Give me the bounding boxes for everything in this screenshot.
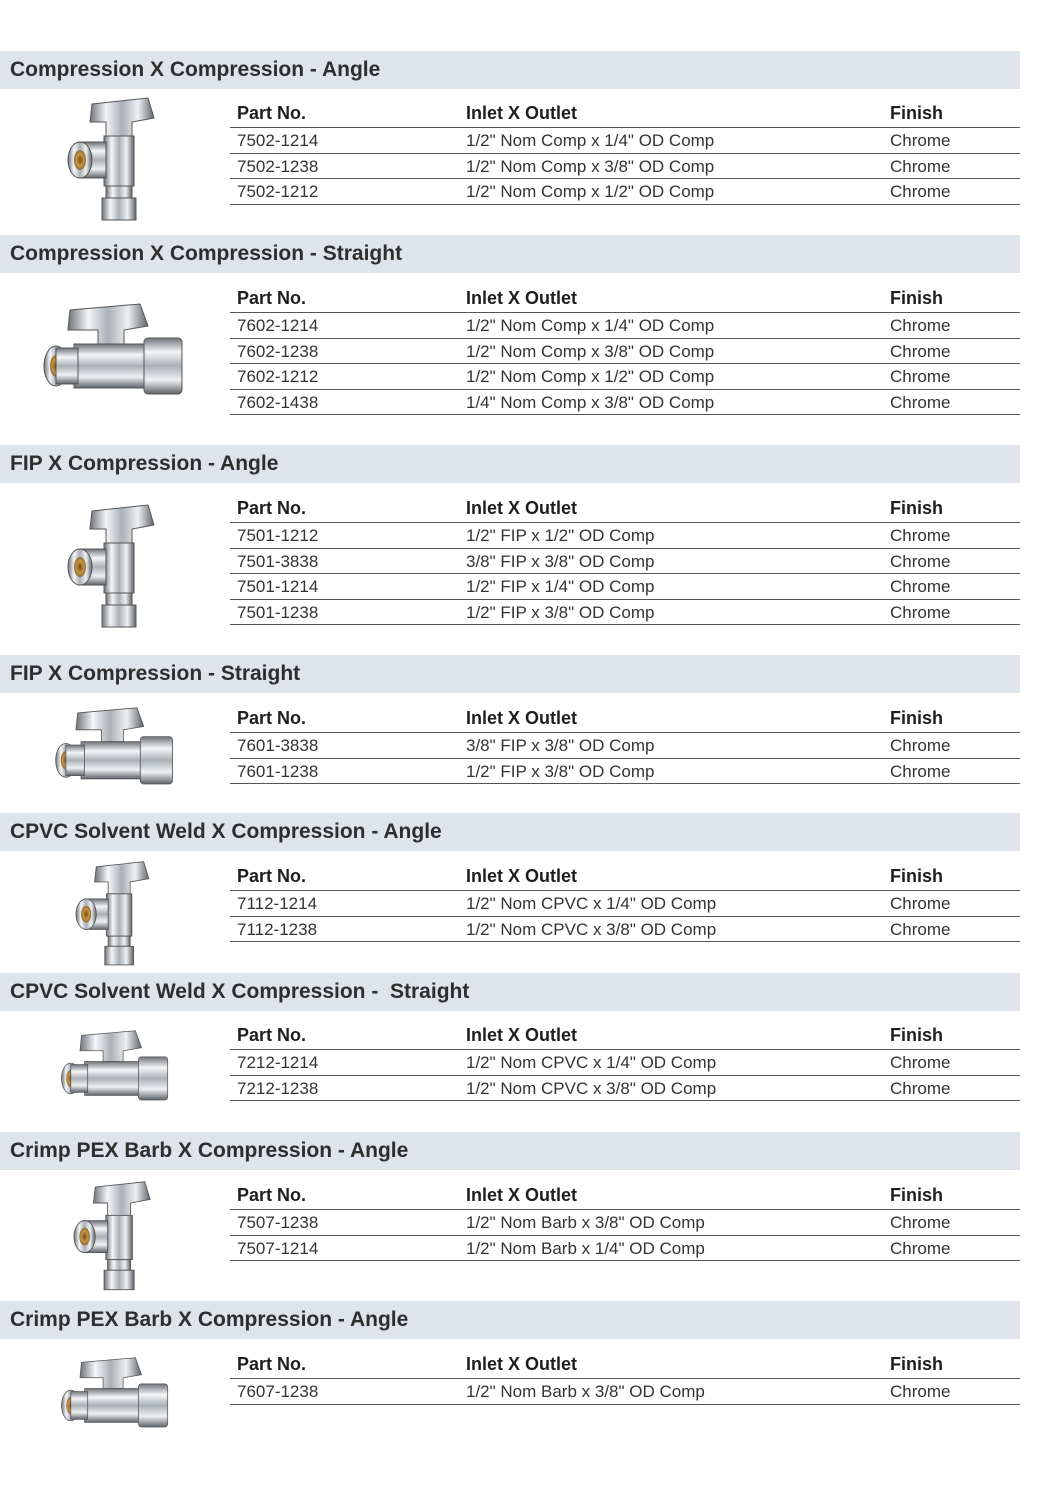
table-header: Part No. Inlet X Outlet Finish xyxy=(230,700,1020,733)
parts-table xyxy=(230,1177,1020,1261)
table-row: 7112-1214 1/2" Nom CPVC x 1/4" OD Comp Chrome xyxy=(230,891,1020,917)
table-row: 7602-1214 1/2" Nom Comp x 1/4" OD Comp Chrome xyxy=(230,313,1020,339)
table-header: Part No. Inlet X Outlet Finish xyxy=(230,858,1020,891)
table-row: 7602-1212 1/2" Nom Comp x 1/2" OD Comp Chrome xyxy=(230,364,1020,390)
parts-table xyxy=(230,1017,1020,1101)
table-row: 7501-3838 3/8" FIP x 3/8" OD Comp Chrome xyxy=(230,549,1020,575)
straight-valve-image xyxy=(40,1020,200,1120)
section-header xyxy=(0,973,1020,1011)
table-row: 7501-1212 1/2" FIP x 1/2" OD Comp Chrome xyxy=(230,523,1020,549)
section-header xyxy=(0,235,1020,273)
section-header xyxy=(0,1132,1020,1170)
table-row: 7507-1238 1/2" Nom Barb x 3/8" OD Comp Chrome xyxy=(230,1210,1020,1236)
table-row: 7112-1238 1/2" Nom CPVC x 3/8" OD Comp Chrome xyxy=(230,917,1020,943)
table-header: Part No. Inlet X Outlet Finish xyxy=(230,490,1020,523)
table-row: 7501-1214 1/2" FIP x 1/4" OD Comp Chrome xyxy=(230,574,1020,600)
table-row: 7212-1214 1/2" Nom CPVC x 1/4" OD Comp Chrome xyxy=(230,1050,1020,1076)
table-row: 7502-1214 1/2" Nom Comp x 1/4" OD Comp Chrome xyxy=(230,128,1020,154)
straight-valve-image xyxy=(40,1347,200,1447)
table-row: 7602-1238 1/2" Nom Comp x 3/8" OD Comp Chrome xyxy=(230,339,1020,365)
section-title: Compression X Compression - Straight xyxy=(10,242,403,265)
table-header: Part No. Inlet X Outlet Finish xyxy=(230,95,1020,128)
parts-table xyxy=(230,700,1020,784)
section-title: Compression X Compression - Angle xyxy=(10,58,381,81)
table-row: 7601-1238 1/2" FIP x 3/8" OD Comp Chrome xyxy=(230,759,1020,785)
section-header xyxy=(0,655,1020,693)
section-header xyxy=(0,813,1020,851)
section-title: Crimp PEX Barb X Compression - Angle xyxy=(10,1308,409,1331)
angle-valve-image xyxy=(40,860,200,970)
angle-valve-image xyxy=(40,503,200,633)
parts-table xyxy=(230,858,1020,942)
section-title: CPVC Solvent Weld X Compression - Angle xyxy=(10,820,442,843)
angle-valve-image xyxy=(40,1180,200,1295)
table-header: Part No. Inlet X Outlet Finish xyxy=(230,280,1020,313)
table-row: 7601-3838 3/8" FIP x 3/8" OD Comp Chrome xyxy=(230,733,1020,759)
straight-valve-image xyxy=(40,696,200,806)
section-header xyxy=(0,51,1020,89)
table-row: 7502-1212 1/2" Nom Comp x 1/2" OD Comp Chrome xyxy=(230,179,1020,205)
section-title: Crimp PEX Barb X Compression - Angle xyxy=(10,1139,409,1162)
parts-table xyxy=(230,490,1020,625)
table-row: 7507-1214 1/2" Nom Barb x 1/4" OD Comp Chrome xyxy=(230,1236,1020,1262)
parts-table xyxy=(230,95,1020,205)
section-title: FIP X Compression - Angle xyxy=(10,452,279,475)
angle-valve-image xyxy=(40,96,200,226)
section-header xyxy=(0,1301,1020,1339)
straight-valve-image xyxy=(40,290,200,420)
table-row: 7607-1238 1/2" Nom Barb x 3/8" OD Comp Chrome xyxy=(230,1379,1020,1405)
table-row: 7212-1238 1/2" Nom CPVC x 3/8" OD Comp Chrome xyxy=(230,1076,1020,1102)
table-header: Part No. Inlet X Outlet Finish xyxy=(230,1346,1020,1379)
parts-table xyxy=(230,280,1020,415)
table-row: 7502-1238 1/2" Nom Comp x 3/8" OD Comp Chrome xyxy=(230,154,1020,180)
table-row: 7501-1238 1/2" FIP x 3/8" OD Comp Chrome xyxy=(230,600,1020,626)
section-title: FIP X Compression - Straight xyxy=(10,662,301,685)
section-title: CPVC Solvent Weld X Compression - Straight xyxy=(10,980,470,1003)
parts-table xyxy=(230,1346,1020,1405)
table-header: Part No. Inlet X Outlet Finish xyxy=(230,1177,1020,1210)
table-header: Part No. Inlet X Outlet Finish xyxy=(230,1017,1020,1050)
table-row: 7602-1438 1/4" Nom Comp x 3/8" OD Comp Chrome xyxy=(230,390,1020,416)
section-header xyxy=(0,445,1020,483)
